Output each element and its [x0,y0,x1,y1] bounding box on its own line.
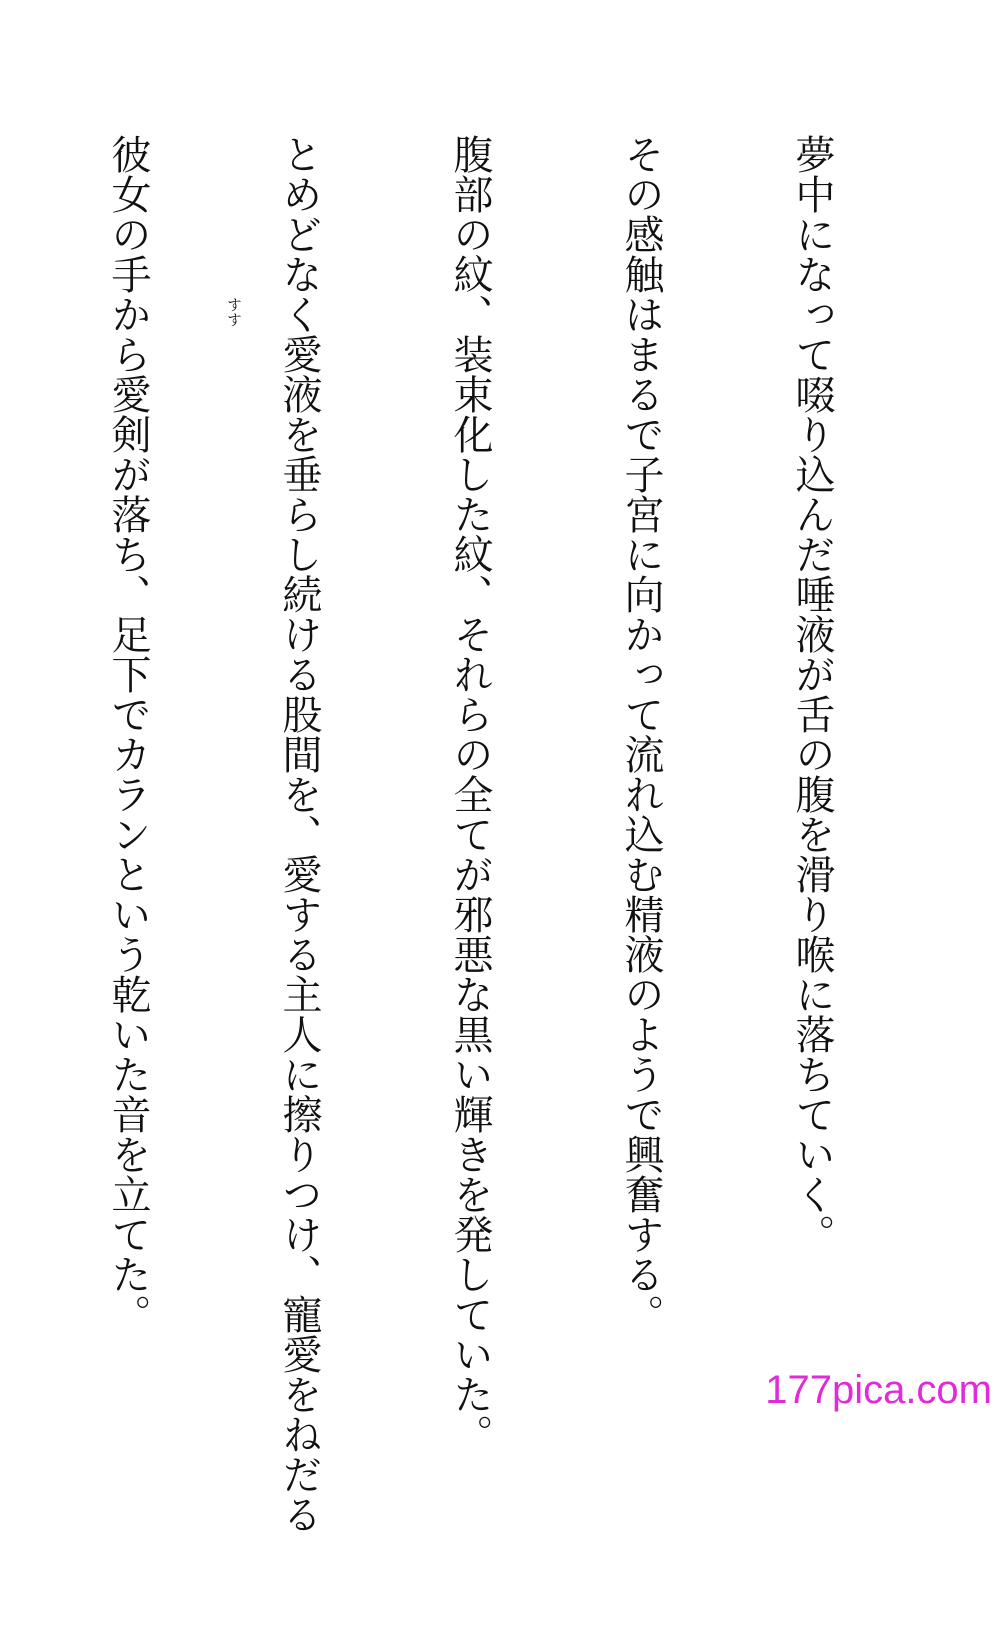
text-line-5: 彼女の手から愛剣が落ち、足下でカランという乾いた音を立てた。 [105,134,151,1334]
text-line-4: とめどなく愛液を垂らし続ける股間を、愛する主人に擦りつけ、寵愛をねだる [276,134,322,1534]
watermark-text: 177pica.com [765,1368,992,1412]
text-line-2: その感触はまるで子宮に向かって流れ込む精液のようで興奮する。 [618,134,664,1334]
furigana-ruby: すす [225,297,243,327]
text-line-3: 腹部の紋、装束化した紋、それらの全てが邪悪な黒い輝きを発していた。 [447,134,493,1454]
text-line-1: 夢中になって啜り込んだ唾液が舌の腹を滑り喉に落ちていく。 [789,134,835,1254]
